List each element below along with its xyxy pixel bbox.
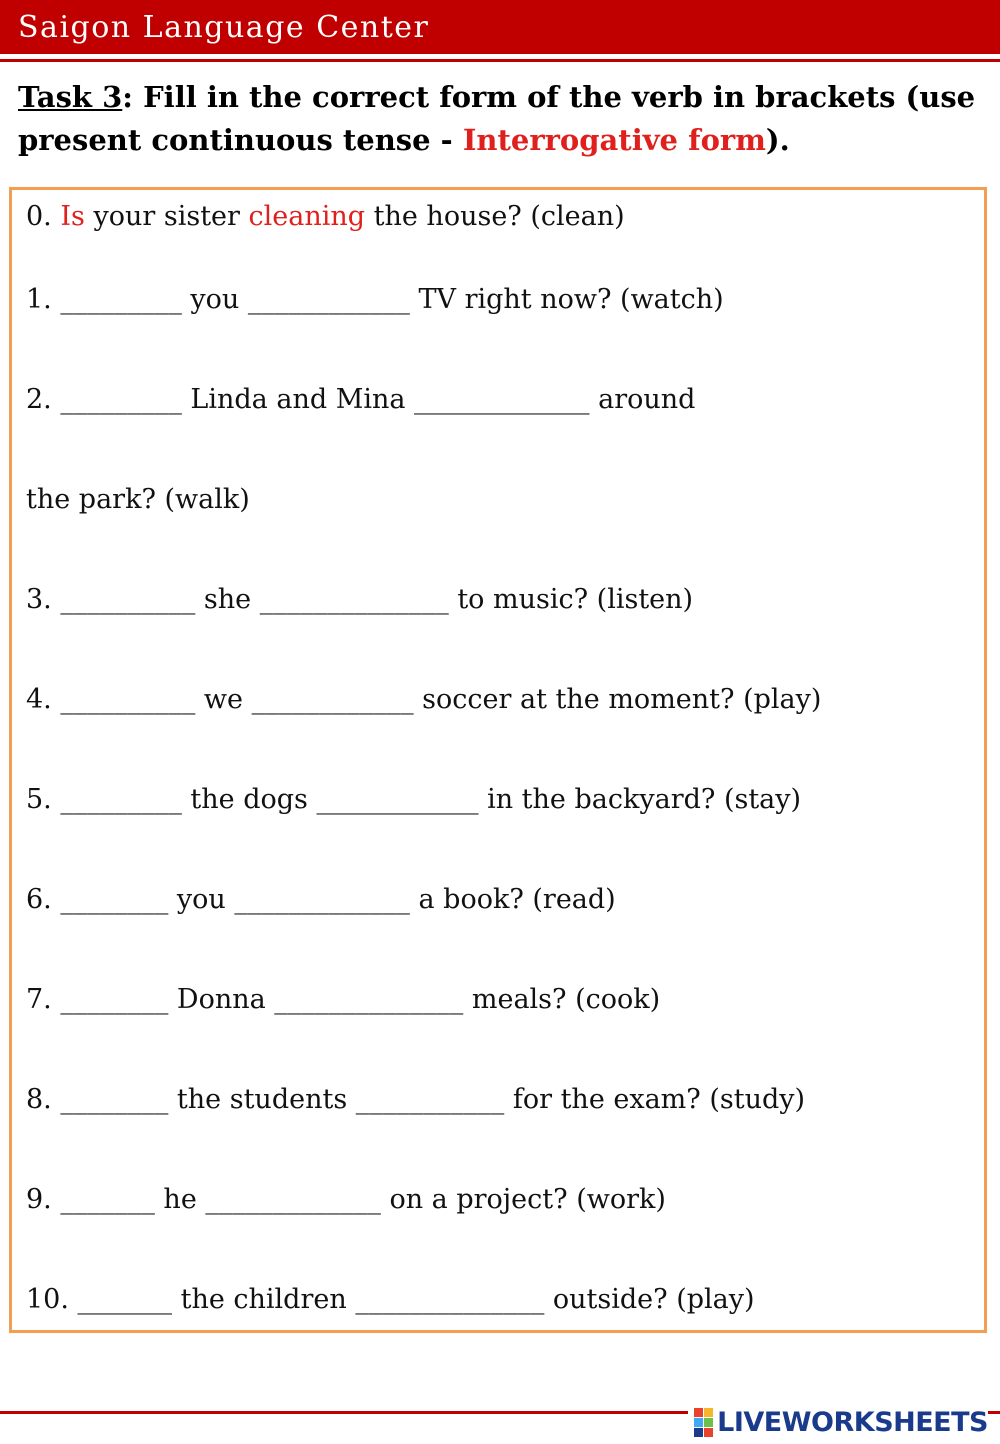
- question-6[interactable]: 6. ________ you _____________ a book? (read): [26, 884, 616, 915]
- header-title: Saigon Language Center: [18, 10, 430, 45]
- question-8[interactable]: 8. ________ the students ___________ for the exam? (study): [26, 1084, 806, 1115]
- instruction-text-end: ).: [765, 123, 790, 157]
- header-divider: [0, 59, 1000, 62]
- brand-name: LIVEWORKSHEETS: [717, 1406, 988, 1438]
- question-1[interactable]: 1. _________ you ____________ TV right now? (watch): [26, 284, 724, 315]
- header-bar: [0, 0, 1000, 54]
- question-4[interactable]: 4. __________ we ____________ soccer at the moment? (play): [26, 684, 822, 715]
- task-instructions: [18, 76, 988, 162]
- question-7[interactable]: 7. ________ Donna ______________ meals? (cook): [26, 984, 661, 1015]
- example-number: 0.: [26, 201, 61, 232]
- liveworksheets-logo-icon: [694, 1408, 713, 1437]
- question-2-continued: the park? (walk): [26, 484, 250, 515]
- instruction-highlight: Interrogative form: [462, 123, 766, 157]
- example-answer-auxiliary: Is: [60, 201, 85, 232]
- example-question: [26, 203, 625, 230]
- example-answer-verb: cleaning: [248, 201, 366, 232]
- instruction-text: : Fill in the correct form of the verb in brackets (use present continuous tense -: [18, 80, 976, 157]
- question-3[interactable]: 3. __________ she ______________ to music? (listen): [26, 584, 694, 615]
- footer-brand: [688, 1404, 988, 1440]
- example-text-end: the house? (clean): [365, 201, 625, 232]
- example-text: your sister: [84, 201, 249, 232]
- question-5[interactable]: 5. _________ the dogs ____________ in the backyard? (stay): [26, 784, 802, 815]
- exercise-box: [9, 187, 987, 1333]
- task-label: Task 3: [18, 80, 123, 114]
- question-10[interactable]: 10. _______ the children ______________ outside? (play): [26, 1284, 755, 1315]
- question-2[interactable]: 2. _________ Linda and Mina _____________ around: [26, 384, 696, 415]
- question-9[interactable]: 9. _______ he _____________ on a project? (work): [26, 1184, 666, 1215]
